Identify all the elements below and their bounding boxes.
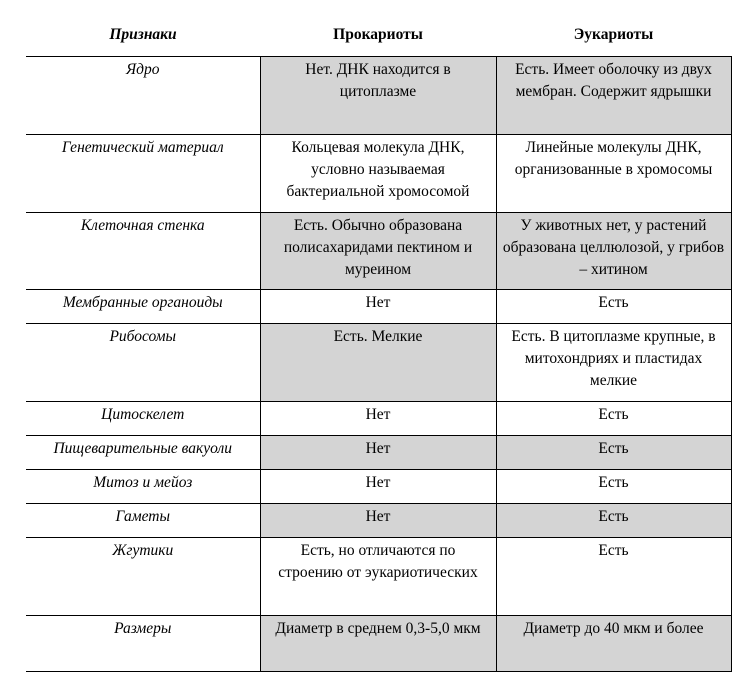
table-row bbox=[26, 402, 731, 436]
prokaryote-cell: Есть, но отличаются по строению от эукариотических bbox=[260, 538, 496, 616]
table-row bbox=[26, 213, 731, 290]
table-row bbox=[26, 470, 731, 504]
table-row bbox=[26, 504, 731, 538]
feature-cell: Генетический материал bbox=[26, 135, 260, 213]
prokaryote-cell: Нет bbox=[260, 470, 496, 504]
eukaryote-cell: Есть. Имеет оболочку из двух мембран. Содержит ядрышки bbox=[496, 57, 731, 135]
header-features: Признаки bbox=[26, 18, 260, 57]
eukaryote-cell: Линейные молекулы ДНК, организованные в хромосомы bbox=[496, 135, 731, 213]
comparison-table bbox=[26, 18, 732, 672]
feature-cell: Размеры bbox=[26, 616, 260, 672]
table-header-row bbox=[26, 18, 731, 57]
eukaryote-cell: Есть bbox=[496, 290, 731, 324]
feature-cell: Пищеварительные вакуоли bbox=[26, 436, 260, 470]
feature-cell: Мембранные органоиды bbox=[26, 290, 260, 324]
table-row bbox=[26, 290, 731, 324]
eukaryote-cell: Есть bbox=[496, 402, 731, 436]
prokaryote-cell: Нет bbox=[260, 290, 496, 324]
prokaryote-cell: Нет. ДНК находится в цитоплазме bbox=[260, 57, 496, 135]
eukaryote-cell: Есть bbox=[496, 538, 731, 616]
feature-cell: Цитоскелет bbox=[26, 402, 260, 436]
prokaryote-cell: Нет bbox=[260, 402, 496, 436]
eukaryote-cell: Есть bbox=[496, 504, 731, 538]
prokaryote-cell: Есть. Обычно образована полисахаридами пектином и муреином bbox=[260, 213, 496, 290]
table-row bbox=[26, 324, 731, 402]
table-row bbox=[26, 436, 731, 470]
eukaryote-cell: Есть bbox=[496, 470, 731, 504]
prokaryote-cell: Есть. Мелкие bbox=[260, 324, 496, 402]
eukaryote-cell: У животных нет, у растений образована целлюлозой, у грибов – хитином bbox=[496, 213, 731, 290]
feature-cell: Рибосомы bbox=[26, 324, 260, 402]
eukaryote-cell: Есть bbox=[496, 436, 731, 470]
prokaryote-cell: Кольцевая молекула ДНК, условно называемая бактериальной хромосомой bbox=[260, 135, 496, 213]
table-row bbox=[26, 57, 731, 135]
feature-cell: Клеточная стенка bbox=[26, 213, 260, 290]
table-row bbox=[26, 616, 731, 672]
table-row bbox=[26, 135, 731, 213]
header-eukaryotes: Эукариоты bbox=[496, 18, 731, 57]
table-row bbox=[26, 538, 731, 616]
eukaryote-cell: Диаметр до 40 мкм и более bbox=[496, 616, 731, 672]
eukaryote-cell: Есть. В цитоплазме крупные, в митохондриях и пластидах мелкие bbox=[496, 324, 731, 402]
feature-cell: Гаметы bbox=[26, 504, 260, 538]
header-prokaryotes: Прокариоты bbox=[260, 18, 496, 57]
feature-cell: Жгутики bbox=[26, 538, 260, 616]
prokaryote-cell: Диаметр в среднем 0,3-5,0 мкм bbox=[260, 616, 496, 672]
feature-cell: Ядро bbox=[26, 57, 260, 135]
feature-cell: Митоз и мейоз bbox=[26, 470, 260, 504]
prokaryote-cell: Нет bbox=[260, 436, 496, 470]
prokaryote-cell: Нет bbox=[260, 504, 496, 538]
